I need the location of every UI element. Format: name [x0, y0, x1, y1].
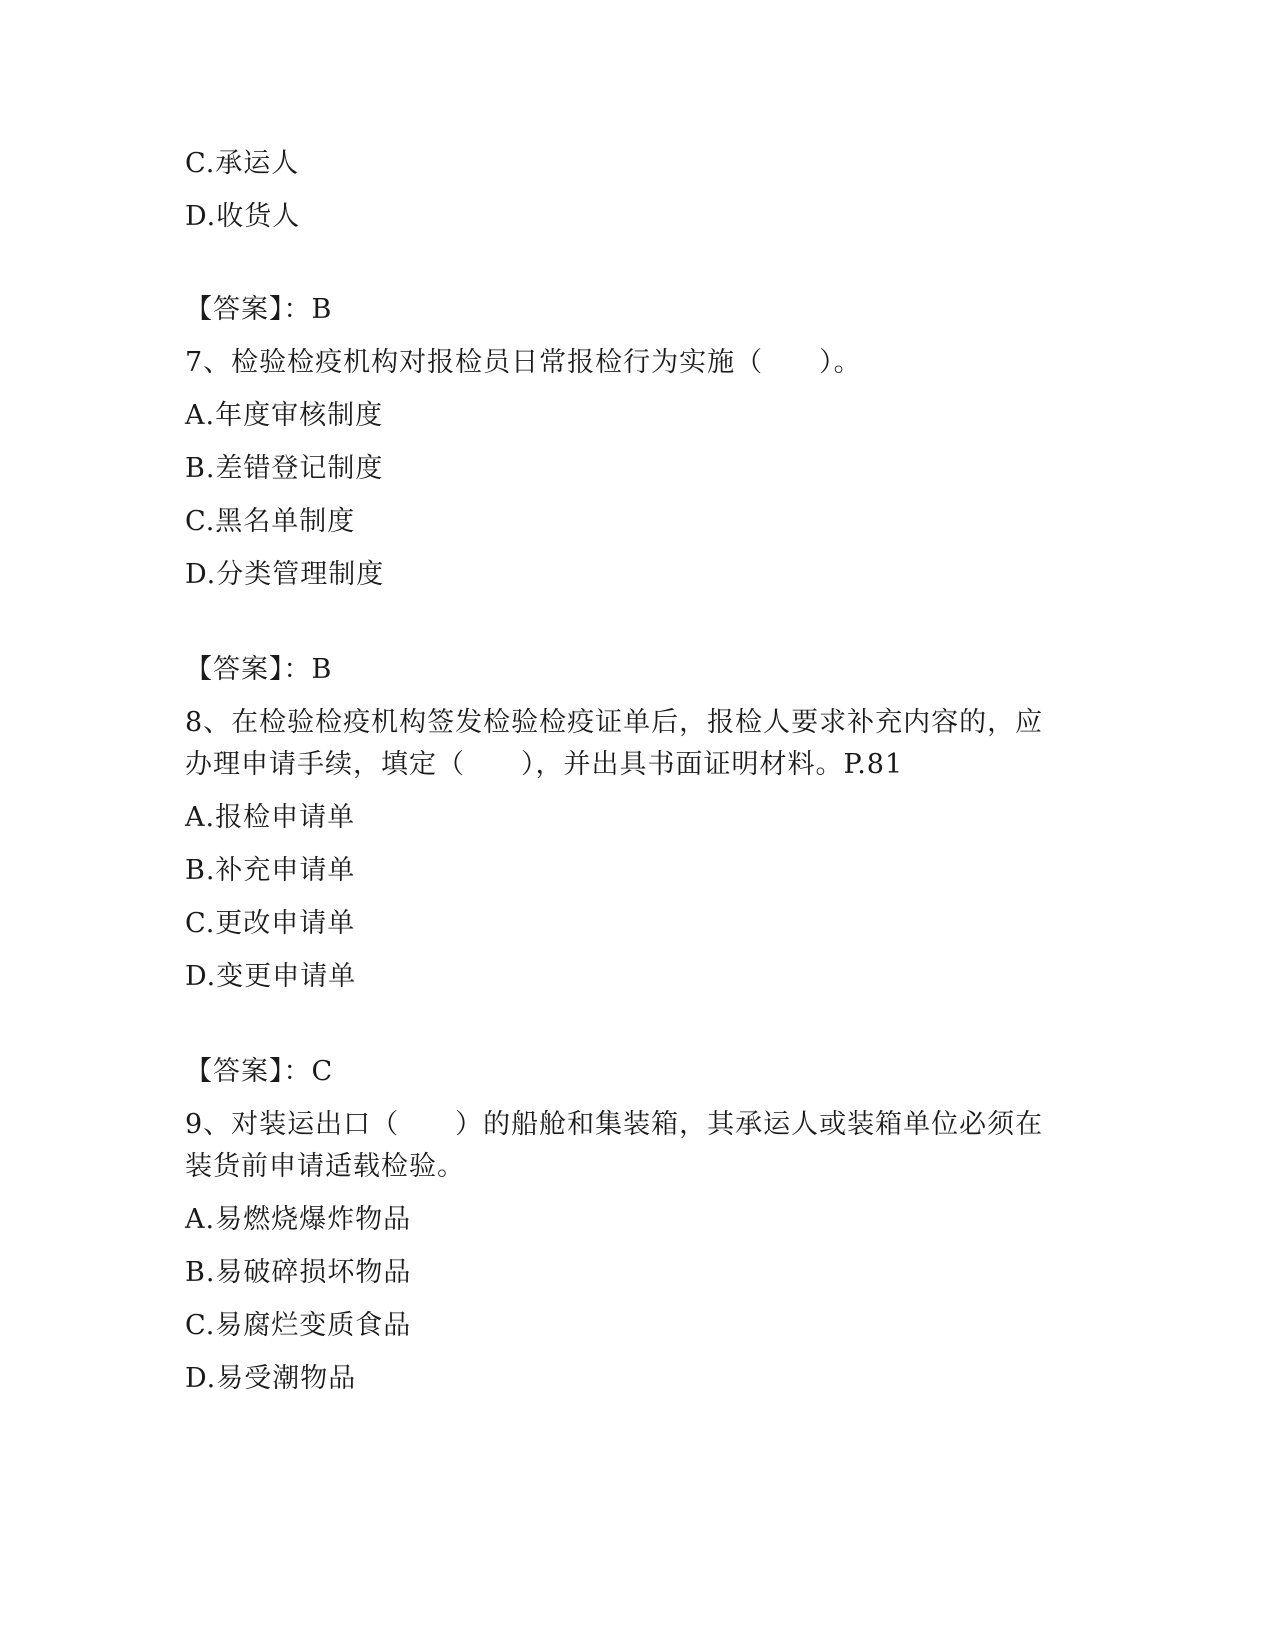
option-c-q9: C.易腐烂变质食品 — [185, 1310, 412, 1341]
option-c-q7: C.黑名单制度 — [185, 506, 356, 537]
option-a-q7: A.年度审核制度 — [185, 400, 384, 431]
question-8-line-1: 8、在检验检疫机构签发检验检疫证单后，报检人要求补充内容的，应 — [185, 707, 1044, 738]
option-a-q9: A.易燃烧爆炸物品 — [185, 1204, 412, 1235]
question-9-line-1: 9、对装运出口（ ）的船舱和集装箱，其承运人或装箱单位必须在 — [185, 1109, 1044, 1140]
option-d-q9: D.易受潮物品 — [185, 1363, 357, 1394]
question-7: 7、检验检疫机构对报检员日常报检行为实施（ ）。 — [185, 347, 862, 378]
answer-q7: 【答案】：B — [185, 654, 333, 685]
question-9-line-2: 装货前申请适载检验。 — [185, 1151, 465, 1182]
option-a-q8: A.报检申请单 — [185, 802, 356, 833]
option-d-q8: D.变更申请单 — [185, 961, 357, 992]
option-c-q6: C.承运人 — [185, 148, 300, 179]
option-b-q9: B.易破碎损坏物品 — [185, 1257, 412, 1288]
option-b-q8: B.补充申请单 — [185, 855, 356, 886]
option-c-q8: C.更改申请单 — [185, 908, 356, 939]
answer-q8: 【答案】：C — [185, 1056, 334, 1087]
question-8-line-2: 办理申请手续，填定（ ），并出具书面证明材料。P.81 — [185, 749, 904, 780]
option-d-q6: D.收货人 — [185, 201, 301, 232]
option-b-q7: B.差错登记制度 — [185, 453, 384, 484]
option-d-q7: D.分类管理制度 — [185, 559, 385, 590]
answer-q6: 【答案】：B — [185, 294, 333, 325]
